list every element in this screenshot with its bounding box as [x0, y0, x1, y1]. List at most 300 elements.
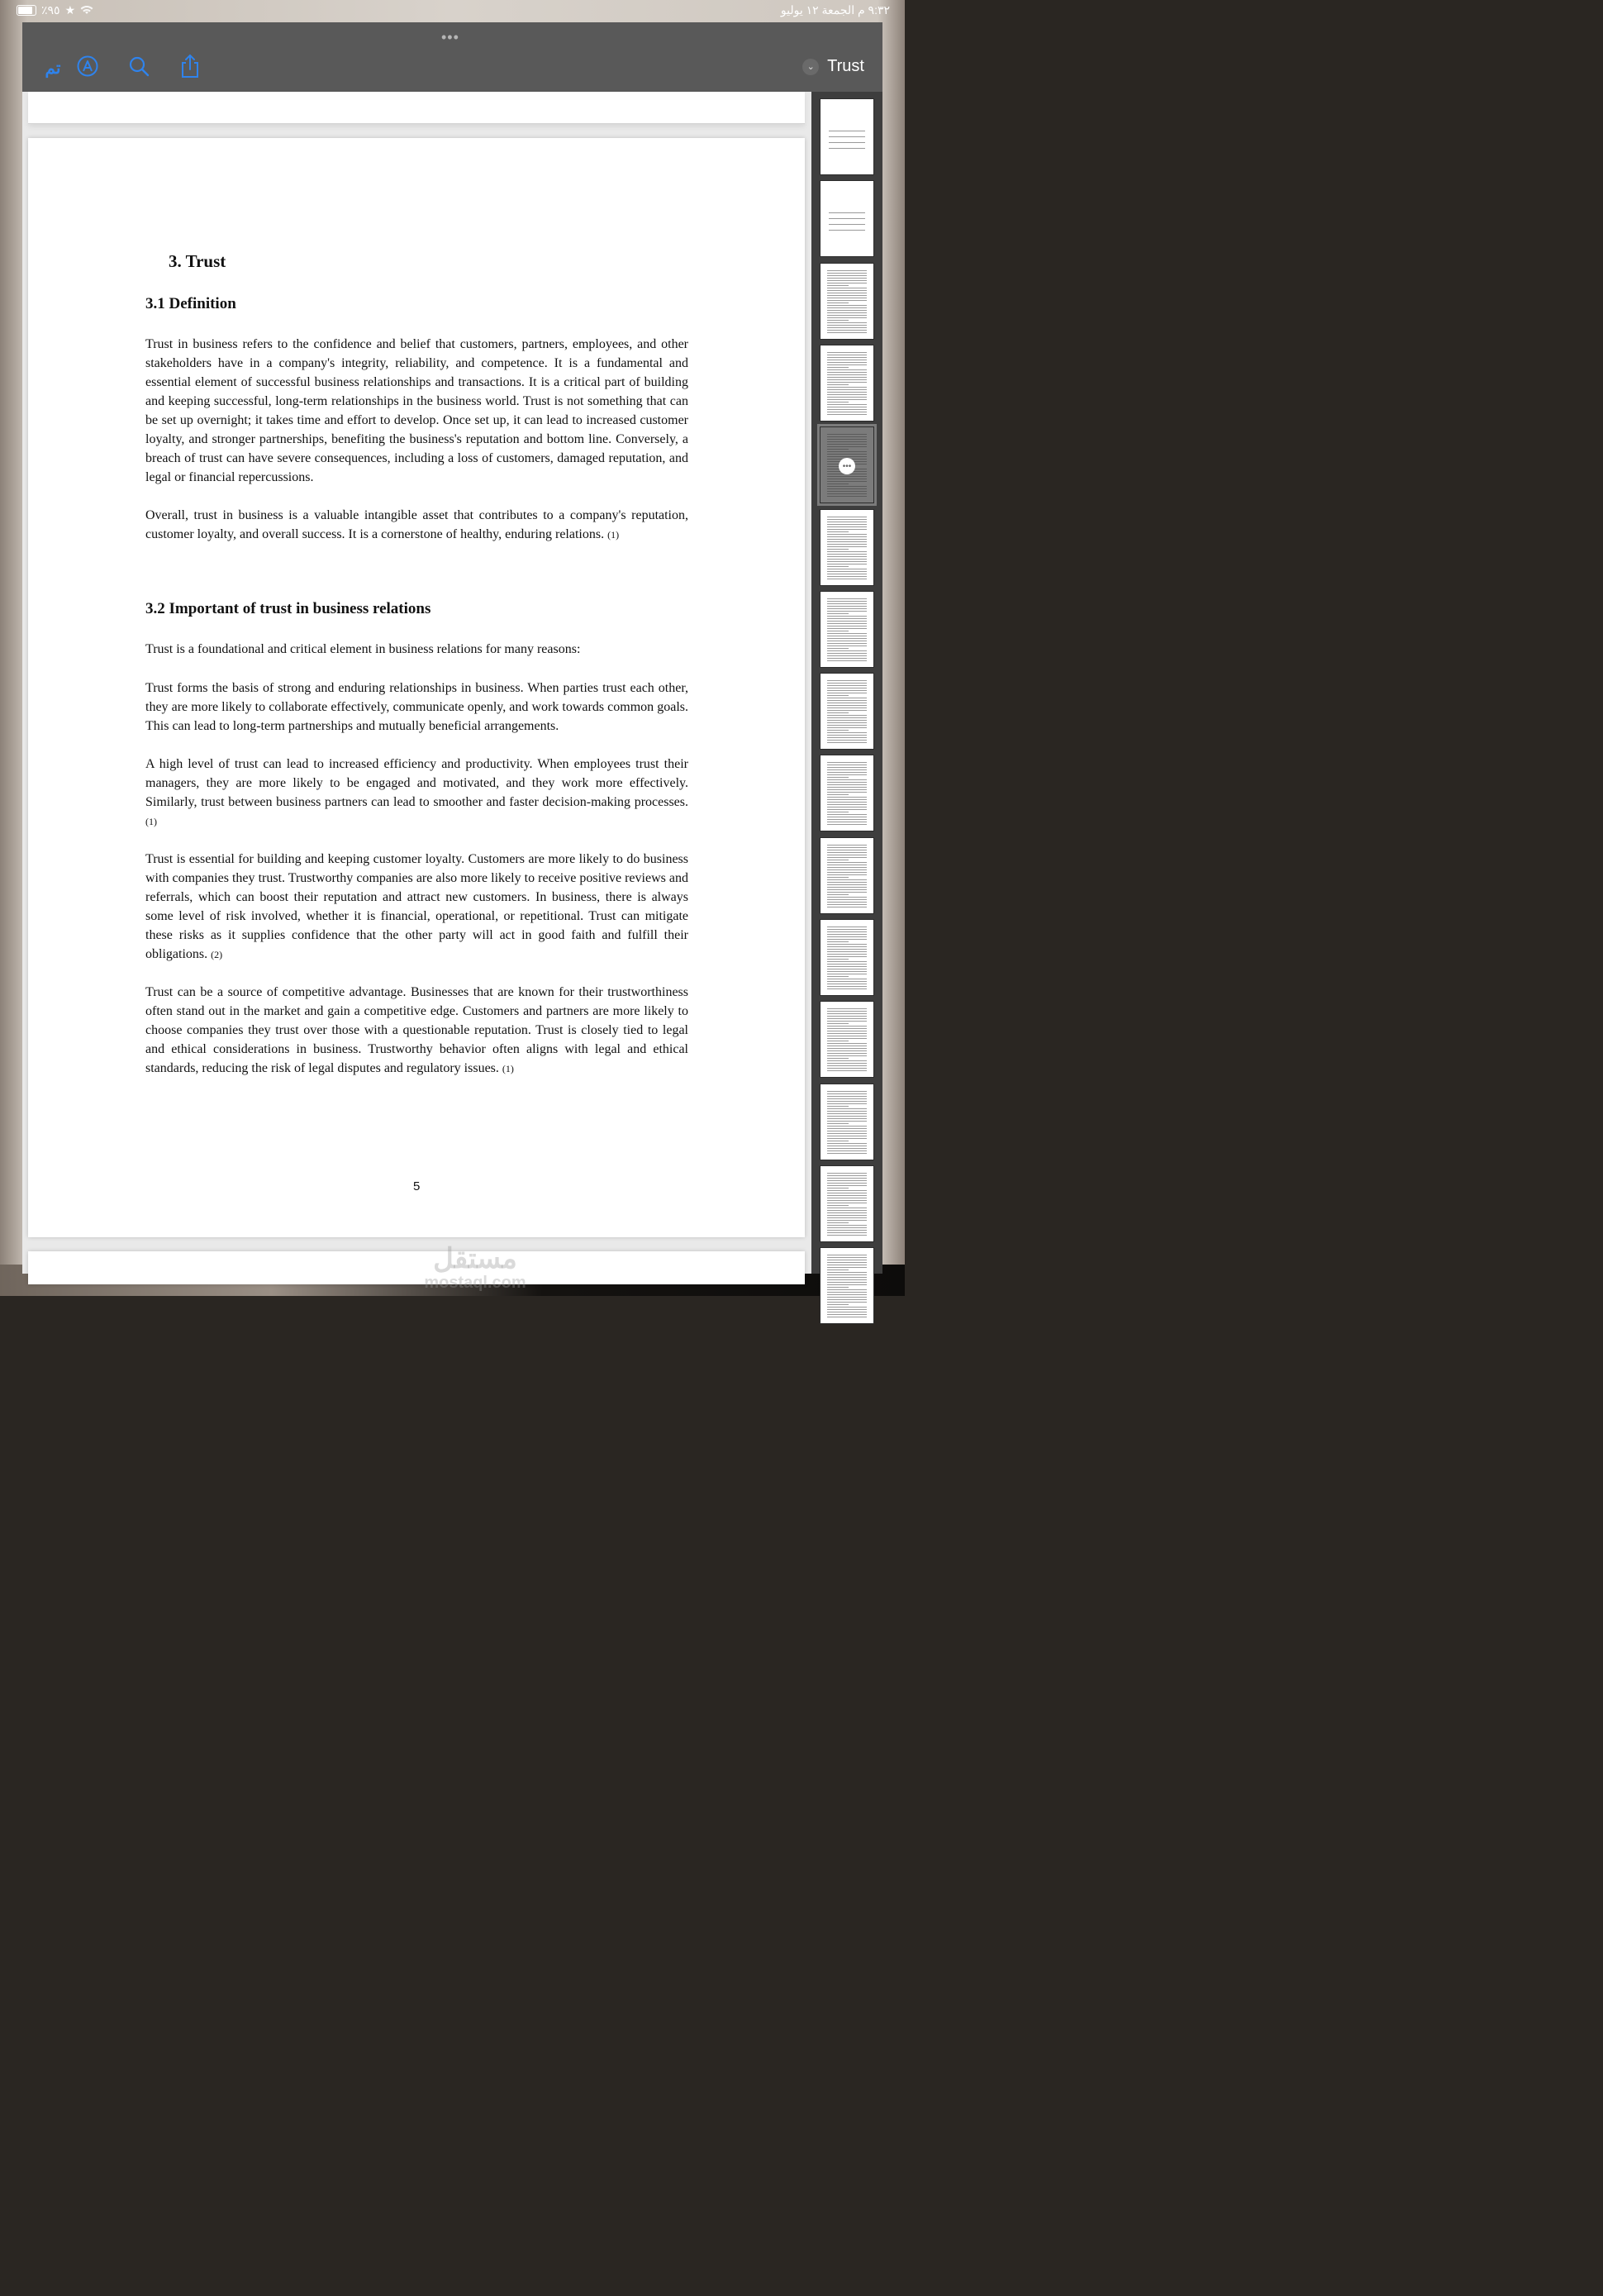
thumbnail-text-line — [827, 971, 867, 972]
thumbnail-text-line — [827, 436, 867, 437]
thumbnail-text-line — [827, 332, 867, 333]
thumbnail-text-line — [827, 1183, 867, 1184]
thumbnail-text-line — [827, 1118, 867, 1119]
thumbnail-text-line — [827, 1299, 867, 1300]
thumbnail-text-line — [827, 1133, 867, 1134]
thumbnail-text-line — [827, 1284, 867, 1285]
page-thumbnail[interactable] — [820, 426, 874, 503]
thumbnail-text-line — [827, 367, 849, 368]
thumbnail-text-line — [827, 320, 849, 321]
thumbnail-text-line — [827, 544, 867, 545]
thumbnail-text-line — [827, 1267, 867, 1268]
thumbnail-text-line — [827, 1103, 867, 1104]
thumbnail-text-line — [827, 1108, 867, 1109]
page-thumbnail[interactable] — [820, 509, 874, 586]
thumbnail-text-line — [827, 1287, 849, 1288]
thumbnail-text-line — [827, 369, 867, 370]
thumbnail-text-line — [827, 782, 867, 783]
thumbnail-text-line — [827, 732, 867, 733]
thumbnail-text-line — [827, 939, 867, 940]
thumbnail-text-line — [827, 1297, 867, 1298]
thumbnail-text-line — [827, 397, 867, 398]
thumbnail-text-line — [827, 1063, 867, 1064]
thumbnail-text-line — [827, 556, 867, 557]
thumbnail-text-line — [827, 1262, 867, 1263]
thumbnail-text-line — [827, 526, 867, 527]
thumbnail-text-line — [827, 483, 849, 484]
thumbnail-text-line — [827, 879, 867, 880]
thumbnail-text-line — [827, 628, 867, 629]
thumbnail-text-line — [827, 862, 867, 863]
thumbnail-text-line — [827, 867, 867, 868]
thumbnail-text-line — [827, 715, 867, 716]
battery-percent: ٪٩٥ — [41, 3, 60, 17]
search-icon — [127, 55, 150, 82]
thumbnail-text-line — [827, 730, 849, 731]
page-thumbnail[interactable] — [820, 263, 874, 340]
thumbnail-text-line — [827, 352, 867, 353]
thumbnail-text-line — [827, 1018, 867, 1019]
thumbnail-text-line — [827, 486, 867, 487]
thumbnail-text-line — [827, 364, 867, 365]
toolbar — [22, 22, 882, 92]
search-button[interactable] — [126, 54, 151, 82]
thumbnail-text-line — [827, 1101, 867, 1102]
paragraph: Overall, trust in business is a valuable intangible asset that contributes to a company's reputation, customer loyalty, and overall success. It is a cornerstone of healthy, enduring relations. (1) — [145, 508, 688, 541]
thumbnail-text-line — [827, 534, 867, 535]
thumbnail-text-line — [827, 897, 867, 898]
thumbnail-text-line — [827, 1121, 867, 1122]
thumbnail-text-line — [827, 456, 867, 457]
thumbnail-text-line — [827, 285, 849, 286]
thumbnail-text-line — [827, 1058, 849, 1059]
thumbnail-text-line — [827, 1222, 849, 1223]
thumbnail-text-line — [827, 685, 867, 686]
thumbnail-text-line — [827, 887, 867, 888]
thumbnail-text-line — [827, 648, 849, 649]
thumbnail-text-line — [827, 725, 867, 726]
page-thumbnail[interactable] — [820, 755, 874, 831]
status-time-date: ٩:٣٢ م الجمعة ١٢ يوليو — [780, 3, 890, 17]
paragraph: Trust can be a source of competitive advantage. Businesses that are known for their trustworthiness often stand out in the market and gain a competitive edge. Customers and partners are more likely to choose companies they trust over those with a questionable reputation. Trust is closely tied to legal and ethical considerations in business. Trustworthy behavior often aligns with legal and ethical standards, reducing the risk of legal disputes and regulatory issues. (1) — [145, 985, 688, 1075]
thumbnail-text-line — [827, 941, 849, 942]
thumbnail-text-line — [827, 633, 867, 634]
thumbnail-text-line — [827, 852, 867, 853]
page-thumbnail[interactable] — [820, 1247, 874, 1324]
thumbnail-text-line — [827, 949, 867, 950]
done-button[interactable]: تم — [45, 59, 61, 78]
watermark-latin: mostaql.com — [424, 1274, 526, 1292]
page-thumbnail[interactable] — [820, 837, 874, 914]
thumbnail-text-line — [827, 491, 867, 492]
thumbnail-text-line — [827, 402, 849, 403]
thumbnail-text-line — [827, 377, 867, 378]
thumbnail-text-line — [827, 695, 849, 696]
more-options-icon[interactable]: ••• — [839, 458, 855, 474]
thumbnail-text-line — [827, 618, 867, 619]
thumbnail-text-line — [827, 270, 867, 271]
thumbnail-text-line — [827, 1200, 867, 1201]
thumbnail-text-line — [827, 1008, 867, 1009]
thumbnail-text-line — [827, 845, 867, 846]
thumbnail-text-line — [827, 769, 867, 770]
thumbnail-text-line — [827, 601, 867, 602]
thumbnail-text-line — [827, 357, 867, 358]
thumbnail-text-line — [827, 717, 867, 718]
thumbnail-text-line — [827, 434, 867, 435]
thumbnail-text-line — [827, 399, 867, 400]
chevron-down-icon[interactable]: ⌄ — [802, 59, 819, 75]
thumbnail-text-line — [827, 278, 867, 279]
thumbnail-text-line — [827, 772, 867, 773]
thumbnail-text-line — [827, 658, 867, 659]
thumbnail-text-line — [827, 784, 867, 785]
thumbnail-text-line — [827, 705, 867, 706]
watermark — [417, 1244, 533, 1293]
thumbnail-text-line — [827, 1116, 867, 1117]
thumbnail-text-line — [827, 1289, 867, 1290]
thumbnail-text-line — [827, 1185, 867, 1186]
thumbnail-text-line — [827, 884, 867, 885]
thumbnail-text-line — [827, 554, 867, 555]
thumbnail-text-line — [827, 1128, 867, 1129]
thumbnail-text-line — [827, 1011, 867, 1012]
thumbnail-text-line — [827, 872, 867, 873]
thumbnail-text-line — [829, 218, 865, 219]
thumbnail-text-line — [827, 797, 867, 798]
share-button[interactable] — [178, 54, 202, 82]
thumbnail-text-line — [827, 295, 867, 296]
thumbnail-text-line — [827, 1070, 867, 1071]
thumbnail-sidebar[interactable] — [811, 92, 882, 1274]
thumbnail-text-line — [827, 1294, 867, 1295]
thumbnail-text-line — [827, 1307, 867, 1308]
thumbnail-text-line — [827, 546, 867, 547]
thumbnail-text-line — [827, 1050, 867, 1051]
thumbnail-text-line — [827, 576, 867, 577]
thumbnail-text-line — [827, 774, 867, 775]
thumbnail-text-line — [827, 1225, 867, 1226]
thumbnail-text-line — [827, 571, 867, 572]
thumbnail-text-line — [827, 374, 867, 375]
page-thumbnail[interactable] — [820, 98, 874, 175]
share-icon — [179, 54, 201, 83]
thumbnail-text-line — [827, 566, 849, 567]
page-thumbnail[interactable] — [820, 919, 874, 996]
paragraph: Trust forms the basis of strong and enduring relationships in business. When parties trust each other, they are more likely to collaborate effectively, communicate openly, and work towards common goals. This can lead to long-term partnerships and mutually beneficial arrangements. — [145, 681, 688, 733]
thumbnail-text-line — [827, 290, 867, 291]
next-page — [28, 1251, 805, 1284]
thumbnail-text-line — [827, 1235, 867, 1236]
thumbnail-text-line — [827, 476, 867, 477]
thumbnail-text-line — [827, 611, 867, 612]
thumbnail-text-line — [827, 1053, 867, 1054]
thumbnail-text-line — [827, 1013, 867, 1014]
thumbnail-text-line — [827, 519, 867, 520]
paragraph: Trust is a foundational and critical element in business relations for many reasons: — [145, 642, 581, 656]
thumbnail-text-line — [827, 926, 867, 927]
thumbnail-text-line — [827, 488, 867, 489]
thumbnail-text-line — [827, 1212, 867, 1213]
thumbnail-text-line — [827, 322, 867, 323]
thumbnail-text-line — [827, 561, 867, 562]
thumbnail-text-line — [827, 762, 867, 763]
thumbnail-text-line — [827, 904, 867, 905]
thumbnail-text-line — [827, 735, 867, 736]
thumbnail-text-line — [827, 1150, 867, 1151]
thumbnail-text-line — [827, 946, 867, 947]
thumbnail-text-line — [827, 493, 867, 494]
thumbnail-text-line — [827, 645, 867, 646]
thumbnail-text-line — [827, 712, 849, 713]
thumbnail-text-line — [827, 824, 867, 825]
page-thumbnail[interactable] — [820, 180, 874, 257]
thumbnail-text-line — [827, 1232, 867, 1233]
thumbnail-text-line — [827, 986, 867, 987]
thumbnail-text-line — [827, 874, 867, 875]
thumbnail-text-line — [827, 660, 867, 661]
thumbnail-text-line — [827, 1106, 849, 1107]
thumbnail-text-line — [827, 307, 867, 308]
thumbnail-text-line — [827, 536, 867, 537]
thumbnail-text-line — [827, 1175, 867, 1176]
thumbnail-text-line — [827, 539, 867, 540]
thumbnail-text-line — [827, 362, 867, 363]
thumbnail-text-line — [827, 1210, 867, 1211]
thumbnail-text-line — [827, 936, 867, 937]
page-thumbnail[interactable] — [820, 1084, 874, 1160]
thumbnail-text-line — [827, 700, 867, 701]
thumbnail-text-line — [827, 799, 867, 800]
document-view[interactable] — [22, 92, 811, 1274]
section-heading: 3.2 Important of trust in business relations — [145, 600, 431, 617]
thumbnail-text-line — [827, 1148, 867, 1149]
citation: (2) — [211, 949, 223, 960]
page-number: 5 — [413, 1179, 421, 1193]
thumbnail-text-line — [827, 1309, 867, 1310]
thumbnail-text-line — [827, 954, 867, 955]
thumbnail-text-line — [827, 722, 867, 723]
thumbnail-text-line — [827, 934, 867, 935]
thumbnail-text-line — [827, 551, 867, 552]
thumbnail-text-line — [827, 541, 867, 542]
thumbnail-text-line — [827, 1269, 849, 1270]
thumbnail-text-line — [827, 959, 849, 960]
thumbnail-text-line — [827, 1096, 867, 1097]
thumbnail-text-line — [827, 740, 867, 741]
status-indicators — [17, 3, 93, 17]
paragraph: Trust in business refers to the confidence and belief that customers, partners, employees, and other stakeholders have in a company's integrity, reliability, and competence. It is a fundamental and essential element of successful business relationships and transactions. It is a critical part of building and keeping successful, long-term relationships in the business world. Trust is not something that can be set up overnight; it takes time and effort to develop. Once set up, it can lead to increased customer loyalty, and stronger partnerships, benefiting the business's reputation and bottom line. Conversely, a breach of trust can have severe consequences, including a loss of customers, damaged reputation, and legal or financial repercussions. — [145, 337, 688, 484]
thumbnail-text-line — [827, 1098, 867, 1099]
thumbnail-text-line — [827, 857, 867, 858]
thumbnail-text-line — [827, 1138, 867, 1139]
thumbnail-text-line — [827, 559, 867, 560]
thumbnail-text-line — [827, 1091, 867, 1092]
thumbnail-text-line — [827, 315, 867, 316]
thumbnail-text-line — [827, 392, 867, 393]
thumbnail-text-line — [827, 305, 867, 306]
thumbnail-text-line — [827, 956, 867, 957]
thumbnail-text-line — [827, 1123, 849, 1124]
chapter-heading: 3. Trust — [169, 251, 226, 271]
thumbnail-text-line — [827, 964, 867, 965]
thumbnail-text-line — [827, 444, 867, 445]
thumbnail-text-line — [827, 877, 849, 878]
thumbnail-text-line — [827, 524, 867, 525]
page-thumbnail[interactable] — [820, 345, 874, 422]
page-thumbnail[interactable] — [820, 673, 874, 750]
thumbnail-text-line — [827, 1304, 849, 1305]
thumbnail-text-line — [827, 792, 867, 793]
thumbnail-text-line — [827, 409, 867, 410]
thumbnail-text-line — [827, 1230, 867, 1231]
thumbnail-text-line — [827, 1282, 867, 1283]
thumbnail-text-line — [827, 379, 867, 380]
thumbnail-text-line — [827, 894, 849, 895]
wifi-icon — [80, 4, 93, 17]
thumbnail-text-line — [827, 549, 849, 550]
page-thumbnail[interactable] — [820, 591, 874, 668]
thumbnail-text-line — [827, 889, 867, 890]
thumbnail-text-line — [827, 449, 849, 450]
thumbnail-text-line — [827, 1257, 867, 1258]
thumbnail-text-line — [827, 638, 867, 639]
thumbnail-text-line — [827, 794, 849, 795]
thumbnail-text-line — [827, 531, 849, 532]
thumbnail-text-line — [827, 1274, 867, 1275]
thumbnail-text-line — [827, 804, 867, 805]
thumbnail-text-line — [827, 710, 867, 711]
paragraph: Trust is essential for building and keeping customer loyalty. Customers are more likely to do business with companies they trust. Trustworthy companies are also more likely to receive positive reviews and referrals, which can boost their reputation and attract new customers. In business, there is always some level of risk involved, whether it is financial, operational, or repetitional. Trust can mitigate these risks as it supplies confidence that the other party will act in good faith and fulfill their obligations. (2) — [145, 852, 688, 961]
thumbnail-text-line — [829, 136, 865, 137]
thumbnail-text-line — [827, 439, 867, 440]
thumbnail-text-line — [827, 1178, 867, 1179]
thumbnail-text-line — [827, 1065, 867, 1066]
thumbnail-text-line — [827, 1227, 867, 1228]
thumbnail-text-line — [827, 683, 867, 684]
thumbnail-text-line — [827, 327, 867, 328]
thumbnail-text-line — [827, 976, 849, 977]
thumbnail-text-line — [829, 142, 865, 143]
thumbnail-text-line — [827, 1277, 867, 1278]
thumbnail-text-line — [829, 224, 865, 225]
thumbnail-text-line — [827, 300, 867, 301]
thumbnail-text-line — [827, 767, 867, 768]
thumbnail-text-line — [827, 944, 867, 945]
thumbnail-text-line — [827, 1173, 867, 1174]
thumbnail-text-line — [827, 616, 867, 617]
thumbnail-text-line — [827, 325, 867, 326]
thumbnail-text-line — [827, 1016, 867, 1017]
thumbnail-text-line — [827, 613, 849, 614]
thumbnail-text-line — [827, 1093, 867, 1094]
thumbnail-text-line — [827, 1043, 867, 1044]
thumbnail-text-line — [827, 1055, 867, 1056]
document-page — [28, 138, 805, 1237]
citation: (1) — [502, 1063, 514, 1074]
thumbnail-text-line — [827, 787, 867, 788]
markup-icon — [76, 55, 99, 82]
thumbnail-text-line — [827, 606, 867, 607]
thumbnail-text-line — [827, 608, 867, 609]
thumbnail-text-line — [827, 643, 867, 644]
thumbnail-text-line — [827, 389, 867, 390]
thumbnail-text-line — [827, 650, 867, 651]
markup-button[interactable] — [75, 54, 100, 82]
thumbnail-text-line — [827, 777, 849, 778]
thumbnail-text-line — [827, 481, 867, 482]
thumbnail-text-line — [827, 317, 867, 318]
thumbnail-text-line — [827, 1023, 849, 1024]
thumbnail-text-line — [827, 929, 867, 930]
thumbnail-text-line — [827, 779, 867, 780]
thumbnail-text-line — [827, 496, 867, 497]
thumbnail-text-line — [827, 1111, 867, 1112]
thumbnail-text-line — [827, 621, 867, 622]
thumbnail-text-line — [829, 230, 865, 231]
thumbnail-text-line — [827, 902, 867, 903]
thumbnail-text-line — [827, 1205, 849, 1206]
thumbnail-text-line — [827, 603, 867, 604]
thumbnail-text-line — [827, 1060, 867, 1061]
thumbnail-text-line — [827, 598, 867, 599]
thumbnail-text-line — [827, 1113, 867, 1114]
thumbnail-text-line — [827, 1021, 867, 1022]
thumbnail-text-line — [827, 653, 867, 654]
thumbnail-text-line — [827, 280, 867, 281]
thumbnail-text-line — [827, 404, 867, 405]
thumbnail-text-line — [827, 1038, 867, 1039]
location-icon: ★ — [64, 3, 76, 17]
thumbnail-text-line — [827, 892, 867, 893]
citation: (1) — [145, 816, 157, 827]
thumbnail-text-line — [827, 1068, 867, 1069]
thumbnail-text-line — [827, 742, 867, 743]
thumbnail-text-line — [827, 869, 867, 870]
status-bar — [0, 0, 905, 23]
thumbnail-text-line — [827, 1028, 867, 1029]
thumbnail-text-line — [827, 737, 867, 738]
thumbnail-text-line — [827, 680, 867, 681]
thumbnail-text-line — [827, 529, 867, 530]
thumbnail-text-line — [827, 1033, 867, 1034]
thumbnail-text-line — [827, 623, 867, 624]
thumbnail-text-line — [827, 1279, 867, 1280]
thumbnail-text-line — [827, 802, 867, 803]
thumbnail-text-line — [827, 1048, 867, 1049]
thumbnail-text-line — [827, 1314, 867, 1315]
thumbnail-text-line — [827, 310, 867, 311]
citation: (1) — [607, 529, 620, 541]
thumbnail-text-line — [827, 1153, 867, 1154]
window-grabber-icon[interactable]: ••• — [441, 29, 459, 45]
thumbnail-text-line — [827, 382, 867, 383]
page-thumbnail[interactable] — [820, 1165, 874, 1242]
thumbnail-text-line — [829, 148, 865, 149]
thumbnail-text-line — [827, 814, 867, 815]
thumbnail-text-line — [827, 454, 867, 455]
thumbnail-text-line — [827, 387, 867, 388]
document-title-menu[interactable] — [802, 57, 864, 76]
page-thumbnail[interactable] — [820, 1001, 874, 1078]
thumbnail-text-line — [827, 1292, 867, 1293]
battery-icon — [17, 5, 36, 16]
thumbnail-text-line — [827, 273, 867, 274]
paragraph: A high level of trust can lead to increased efficiency and productivity. When employees trust their managers, they are more likely to be engaged and motivated, and they work more effectively. Similarly, trust between business partners can lead to smoother and faster decision-making processes. (1) — [145, 757, 688, 827]
thumbnail-text-line — [827, 1215, 867, 1216]
thumbnail-text-line — [827, 847, 867, 848]
thumbnail-text-line — [827, 951, 867, 952]
